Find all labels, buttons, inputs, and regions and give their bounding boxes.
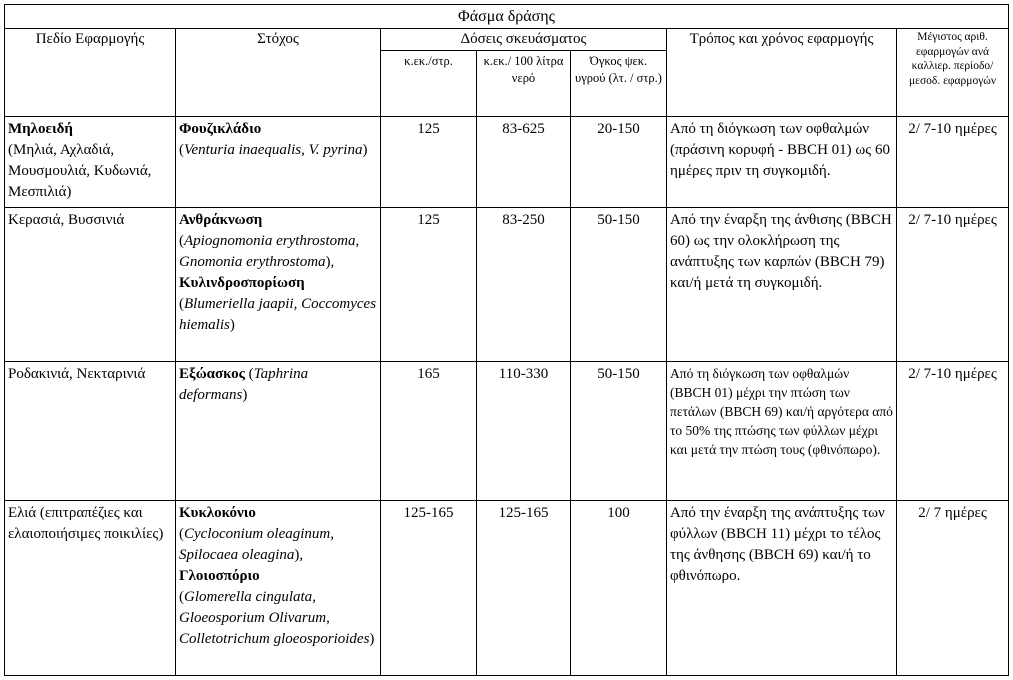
target-cell	[176, 501, 381, 676]
disease-name: Ανθράκνωση	[179, 212, 263, 228]
paren-open: (	[179, 233, 184, 249]
header-spray-volume: Όγκος ψεκ. υγρού (λτ. / στρ.)	[571, 51, 667, 117]
separator: ,	[330, 526, 334, 542]
field-cell: Κερασιά, Βυσσινιά	[5, 208, 176, 362]
field-cell	[5, 117, 176, 208]
header-method: Τρόπος και χρόνος εφαρμογής	[667, 29, 897, 117]
max-applications: 2/ 7 ημέρες	[897, 501, 1009, 676]
pathogen-name: Spilocaea oleagina	[179, 547, 295, 563]
table-row	[5, 501, 1009, 676]
header-max-apps: Μέγιστος αριθ. εφαρμογών ανά καλλιερ. περίοδο/μεσοδ. εφαρμογών	[897, 29, 1009, 117]
max-applications: 2/ 7-10 ημέρες	[897, 117, 1009, 208]
paren-open: (	[179, 589, 184, 605]
disease-name: Εξώασκος	[179, 366, 245, 382]
separator: ,	[355, 233, 360, 249]
dose-per-100l: 110-330	[477, 362, 571, 501]
field-name-rest: (Μηλιά, Αχλαδιά, Μουσμουλιά, Κυδωνιά, Μεσπιλιά)	[8, 142, 152, 200]
separator: ,	[312, 589, 316, 605]
target-cell	[176, 362, 381, 501]
pathogen-name: Colletotrichum gloeosporioides	[179, 631, 370, 647]
dose-per-100l: 125-165	[477, 501, 571, 676]
spray-volume: 100	[571, 501, 667, 676]
header-doses: Δόσεις σκευάσματος	[381, 29, 667, 51]
table-row	[5, 208, 1009, 362]
table-title: Φάσμα δράσης	[5, 5, 1009, 29]
disease-name: Γλοιοσπόριο	[179, 568, 260, 584]
target-cell	[176, 117, 381, 208]
pathogen-name: Venturia inaequalis	[184, 142, 302, 158]
pathogen-name: V. pyrina	[308, 142, 363, 158]
paren-close: ),	[294, 547, 304, 563]
disease-name: Κυκλοκόνιο	[179, 505, 256, 521]
field-cell: Ελιά (επιτραπέζιες και ελαιοποιήσιμες ποικιλίες)	[5, 501, 176, 676]
application-method: Από τη διόγκωση των οφθαλμών (BBCH 01) μέχρι την πτώση των πετάλων (BBCH 69) και/ή αργότερα από το 50% της πτώσης των φύλλων μέχρι και μετά την πτώση τους (φθινόπωρο).	[667, 362, 897, 501]
paren-close: )	[242, 387, 248, 403]
spray-volume: 50-150	[571, 362, 667, 501]
header-dose-per-100l: κ.εκ./ 100 λίτρα νερό	[477, 51, 571, 117]
target-cell	[176, 208, 381, 362]
paren-close: )	[229, 317, 235, 333]
paren-close: )	[362, 142, 368, 158]
disease-name: Φουζικλάδιο	[179, 121, 262, 137]
pathogen-name: Cycloconium oleaginum	[184, 526, 331, 542]
paren-open: (	[179, 142, 184, 158]
dose-per-stremma: 165	[381, 362, 477, 501]
dose-per-100l: 83-625	[477, 117, 571, 208]
paren-open: (	[179, 526, 184, 542]
table-row	[5, 362, 1009, 501]
pathogen-name: Gnomonia erythrostoma	[179, 254, 326, 270]
header-field: Πεδίο Εφαρμογής	[5, 29, 176, 117]
header-target: Στόχος	[176, 29, 381, 117]
spray-volume: 50-150	[571, 208, 667, 362]
paren-close: ),	[325, 254, 335, 270]
pathogen-name: Blumeriella jaapii	[184, 296, 294, 312]
title-row	[5, 5, 1009, 29]
pathogen-name: Taphrina deformans	[179, 366, 309, 403]
dose-per-stremma: 125	[381, 117, 477, 208]
pathogen-name: Apiognomonia erythrostoma	[184, 233, 356, 249]
paren-open: (	[179, 296, 184, 312]
pathogen-name: Glomerella cingulata	[184, 589, 313, 605]
application-method: Από τη διόγκωση των οφθαλμών (πράσινη κορυφή - BBCH 01) ως 60 ημέρες πριν τη συγκομιδή.	[667, 117, 897, 208]
spray-volume: 20-150	[571, 117, 667, 208]
disease-name: Κυλινδροσπορίωση	[179, 275, 305, 291]
dose-per-stremma: 125-165	[381, 501, 477, 676]
field-name-bold: Μηλοειδή	[8, 121, 73, 137]
spectrum-table	[4, 4, 1009, 676]
separator: ,	[326, 610, 330, 626]
separator: ,	[301, 142, 305, 158]
dose-per-100l: 83-250	[477, 208, 571, 362]
table-row	[5, 117, 1009, 208]
paren-close: )	[369, 631, 375, 647]
paren-open: (	[244, 366, 254, 382]
dose-per-stremma: 125	[381, 208, 477, 362]
header-dose-per-stremma: κ.εκ./στρ.	[381, 51, 477, 117]
header-row-1	[5, 29, 1009, 51]
max-applications: 2/ 7-10 ημέρες	[897, 362, 1009, 501]
application-method: Από την έναρξη της ανάπτυξης των φύλλων (BBCH 11) μέχρι το τέλος της άνθησης (BBCH 69) και/ή το φθινόπωρο.	[667, 501, 897, 676]
pathogen-name: Gloeosporium Olivarum	[179, 610, 327, 626]
max-applications: 2/ 7-10 ημέρες	[897, 208, 1009, 362]
pathogen-name: Coccomyces hiemalis	[179, 296, 377, 333]
application-method: Από την έναρξη της άνθισης (BBCH 60) ως την ολοκλήρωση της ανάπτυξης των καρπών (BBCH 79) και/ή μετά τη συγκομιδή.	[667, 208, 897, 362]
field-cell: Ροδακινιά, Νεκταρινιά	[5, 362, 176, 501]
separator: ,	[293, 296, 298, 312]
